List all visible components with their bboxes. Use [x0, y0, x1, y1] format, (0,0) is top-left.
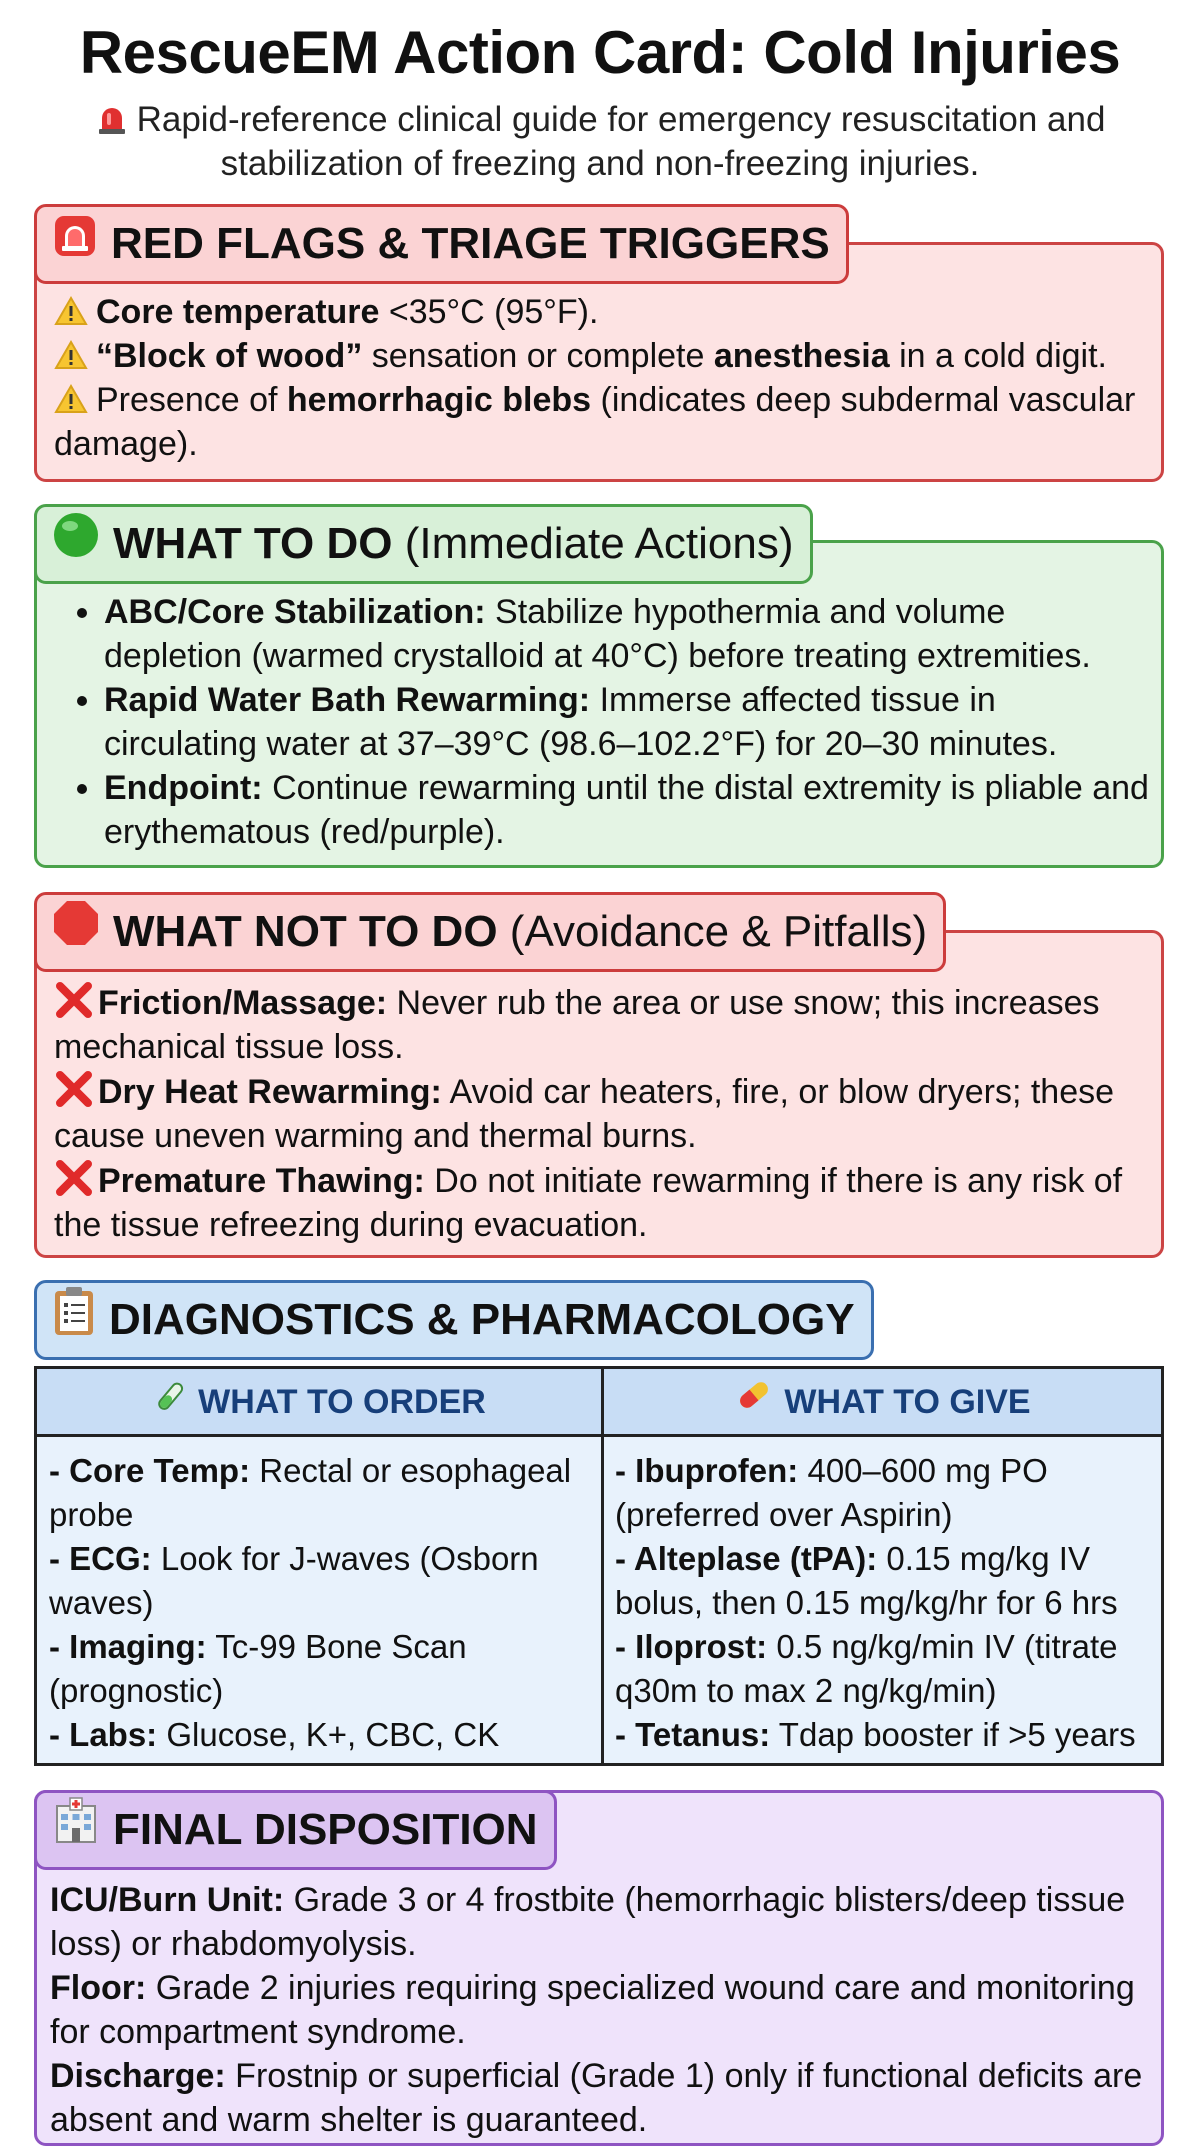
- warning-icon: [54, 296, 88, 326]
- cross-mark-icon: [54, 1069, 94, 1109]
- list-item: - Alteplase (tPA): 0.15 mg/kg IV bolus, then 0.15 mg/kg/hr for 6 hrs: [615, 1540, 1118, 1621]
- siren-icon: [51, 212, 99, 260]
- list-item: • ABC/Core Stabilization: Stabilize hypothermia and volume depletion (warmed crystalloid at 40°C) before treating extremities.: [104, 590, 1149, 678]
- list-item: Core temperature <35°C (95°F).: [54, 290, 1144, 334]
- diagnostics-heading: DIAGNOSTICS & PHARMACOLOGY: [34, 1280, 874, 1360]
- list-item: - Core Temp: Rectal or esophageal probe: [49, 1452, 572, 1533]
- list-item: ICU/Burn Unit: Grade 3 or 4 frostbite (hemorrhagic blisters/deep tissue loss) or rhabdomyolysis.: [50, 1881, 1126, 1963]
- siren-icon: [95, 103, 129, 135]
- list-item: - Ibuprofen: 400–600 mg PO (preferred over Aspirin): [615, 1452, 1048, 1533]
- page-title: RescueEM Action Card: Cold Injuries: [79, 19, 1121, 86]
- list-item: Premature Thawing: Do not initiate rewarming if there is any risk of the tissue refreezing during evacuation.: [54, 1158, 1149, 1247]
- give-column: [615, 1449, 1160, 1757]
- red-flags-heading: RED FLAGS & TRIAGE TRIGGERS: [34, 204, 849, 284]
- column-divider: [601, 1369, 604, 1763]
- stop-sign-icon: [51, 898, 101, 948]
- list-item: Floor: Grade 2 injuries requiring specialized wound care and monitoring for compartment syndrome.: [50, 1969, 1135, 2051]
- warning-icon: [54, 340, 88, 370]
- list-item: - Iloprost: 0.5 ng/kg/min IV (titrate q30m to max 2 ng/kg/min): [615, 1628, 1118, 1709]
- list-item: Friction/Massage: Never rub the area or use snow; this increases mechanical tissue loss.: [54, 980, 1149, 1069]
- list-item: - Imaging: Tc-99 Bone Scan (prognostic): [49, 1628, 467, 1709]
- what-to-do-list: [54, 590, 1149, 854]
- test-tube-icon: [152, 1379, 188, 1415]
- list-item: Dry Heat Rewarming: Avoid car heaters, fire, or blow dryers; these cause uneven warming and thermal burns.: [54, 1069, 1149, 1158]
- cross-mark-icon: [54, 980, 94, 1020]
- list-item: • Endpoint: Continue rewarming until the distal extremity is pliable and erythematous (red/purple).: [104, 766, 1149, 854]
- disposition-list: [50, 1878, 1150, 2142]
- list-item: - Labs: Glucose, K+, CBC, CK: [49, 1716, 500, 1753]
- list-item: - Tetanus: Tdap booster if >5 years: [615, 1716, 1136, 1753]
- diagnostics-table: [34, 1366, 1164, 1766]
- list-item: • Rapid Water Bath Rewarming: Immerse affected tissue in circulating water at 37–39°C (98.6–102.2°F) for 20–30 minutes.: [104, 678, 1149, 766]
- what-not-to-do-heading: WHAT NOT TO DO (Avoidance & Pitfalls): [34, 892, 946, 972]
- hospital-icon: [51, 1796, 101, 1846]
- clipboard-icon: [51, 1285, 97, 1337]
- give-column-header: WHAT TO GIVE: [604, 1369, 1161, 1437]
- order-column-header: WHAT TO ORDER: [37, 1369, 601, 1437]
- warning-icon: [54, 384, 88, 414]
- disposition-heading: FINAL DISPOSITION: [34, 1790, 557, 1870]
- order-column: [49, 1449, 594, 1757]
- page-subtitle: Rapid-reference clinical guide for emergency resuscitation and stabilization of freezing and non-freezing injuries.: [40, 98, 1160, 186]
- cross-mark-icon: [54, 1158, 94, 1198]
- list-item: Discharge: Frostnip or superficial (Grade 1) only if functional deficits are absent and warm shelter is guaranteed.: [50, 2057, 1143, 2139]
- pill-icon: [734, 1375, 774, 1415]
- green-circle-icon: [51, 510, 101, 560]
- what-to-do-heading: WHAT TO DO (Immediate Actions): [34, 504, 813, 584]
- red-flags-list: [54, 290, 1144, 466]
- list-item: - ECG: Look for J-waves (Osborn waves): [49, 1540, 539, 1621]
- list-item: “Block of wood” sensation or complete anesthesia in a cold digit.: [54, 334, 1144, 378]
- list-item: Presence of hemorrhagic blebs (indicates deep subdermal vascular damage).: [54, 381, 1136, 463]
- what-not-to-do-list: [54, 980, 1149, 1247]
